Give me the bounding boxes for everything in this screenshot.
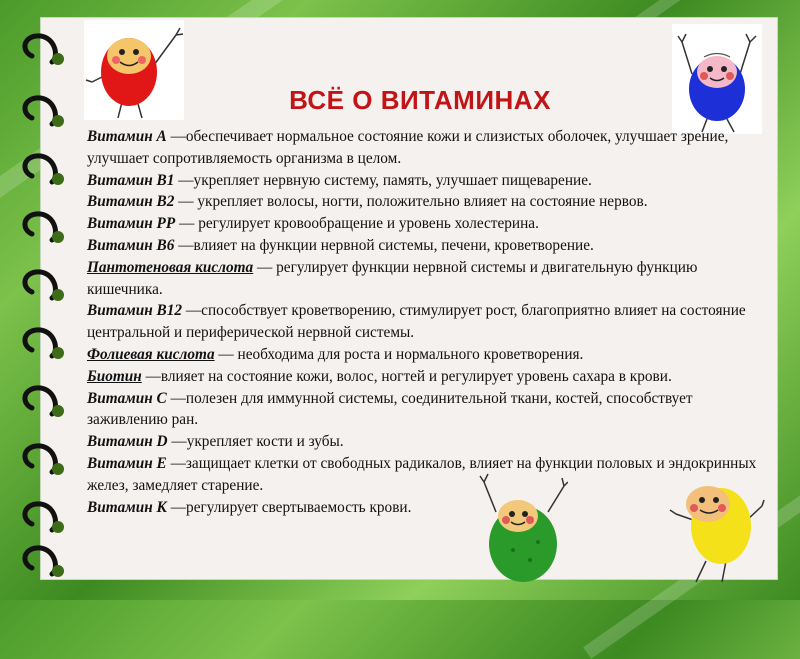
yellow-vitamin-character <box>666 466 766 586</box>
vitamin-name: Фолиевая кислота <box>87 345 215 363</box>
vitamin-description: —влияет на функции нервной системы, печени, кроветворение. <box>174 236 594 254</box>
list-item <box>87 497 767 519</box>
notebook-ring-icon <box>14 322 70 362</box>
notebook-ring-icon <box>14 28 70 68</box>
list-item <box>87 257 767 301</box>
vitamin-description: —влияет на состояние кожи, волос, ногтей и регулирует уровень сахара в крови. <box>141 367 672 385</box>
vitamin-description: — регулирует кровообращение и уровень холестерина. <box>175 215 539 233</box>
vitamin-name: Витамин D <box>87 433 168 451</box>
notebook-ring-icon <box>14 438 70 478</box>
notebook-ring-icon <box>14 540 70 580</box>
vitamin-name: Пантотеновая кислота <box>87 258 254 276</box>
list-item <box>87 453 767 497</box>
vitamin-name: Витамин К <box>87 498 167 516</box>
blue-vitamin-character <box>672 24 762 134</box>
vitamin-name: Витамин С <box>87 389 167 407</box>
vitamin-description: —регулирует свертываемость крови. <box>166 498 412 516</box>
vitamin-list <box>87 126 767 518</box>
list-item <box>87 431 767 453</box>
vitamin-name: Витамин А <box>87 128 167 145</box>
list-item <box>87 366 767 388</box>
vitamin-name: Витамин В12 <box>87 302 183 320</box>
vitamin-description: —обеспечивает нормальное состояние кожи и слизистых оболочек, улучшает зрение, улучшает сопротивляемость организма в целом. <box>87 128 729 167</box>
vitamin-description: — необходима для роста и нормального кроветворения. <box>214 345 584 363</box>
list-item <box>87 388 767 432</box>
vitamin-description: —защищает клетки от свободных радикалов, влияет на функции половых и эндокринных желез, замедляет старение. <box>87 454 757 494</box>
vitamin-name: Витамин В1 <box>87 171 175 189</box>
vitamin-name: Витамин В2 <box>87 193 175 211</box>
list-item <box>87 235 767 257</box>
notebook-ring-icon <box>14 206 70 246</box>
list-item <box>87 191 767 213</box>
vitamin-name: Витамин В6 <box>87 236 175 254</box>
vitamin-description: —укрепляет нервную систему, память, улучшает пищеварение. <box>174 171 592 189</box>
list-item <box>87 344 767 366</box>
vitamin-name: Витамин РР <box>87 215 176 233</box>
vitamin-description: — укрепляет волосы, ногти, положительно влияет на состояние нервов. <box>174 193 648 211</box>
green-vitamin-character <box>478 472 568 587</box>
vitamin-description: —способствует кроветворению, стимулирует рост, благоприятно влияет на состояние центральной и периферической нервной системы. <box>87 302 746 342</box>
vitamin-name: Витамин Е <box>87 454 167 472</box>
list-item <box>87 170 767 192</box>
notebook-ring-icon <box>14 496 70 536</box>
notebook-ring-icon <box>14 264 70 304</box>
vitamin-description: — регулирует функции нервной системы и двигательную функцию кишечника. <box>87 258 698 298</box>
vitamin-description: —укрепляет кости и зубы. <box>167 433 344 451</box>
page-title: ВСЁ О ВИТАМИНАХ <box>289 85 551 116</box>
list-item <box>87 300 767 344</box>
notebook-ring-icon <box>14 148 70 188</box>
vitamin-description: —полезен для иммунной системы, соединительной ткани, костей, способствует заживлению ран. <box>87 389 693 429</box>
list-item <box>87 213 767 235</box>
notebook-ring-icon <box>14 380 70 420</box>
list-item <box>87 126 767 170</box>
vitamin-name: Биотин <box>87 367 142 385</box>
